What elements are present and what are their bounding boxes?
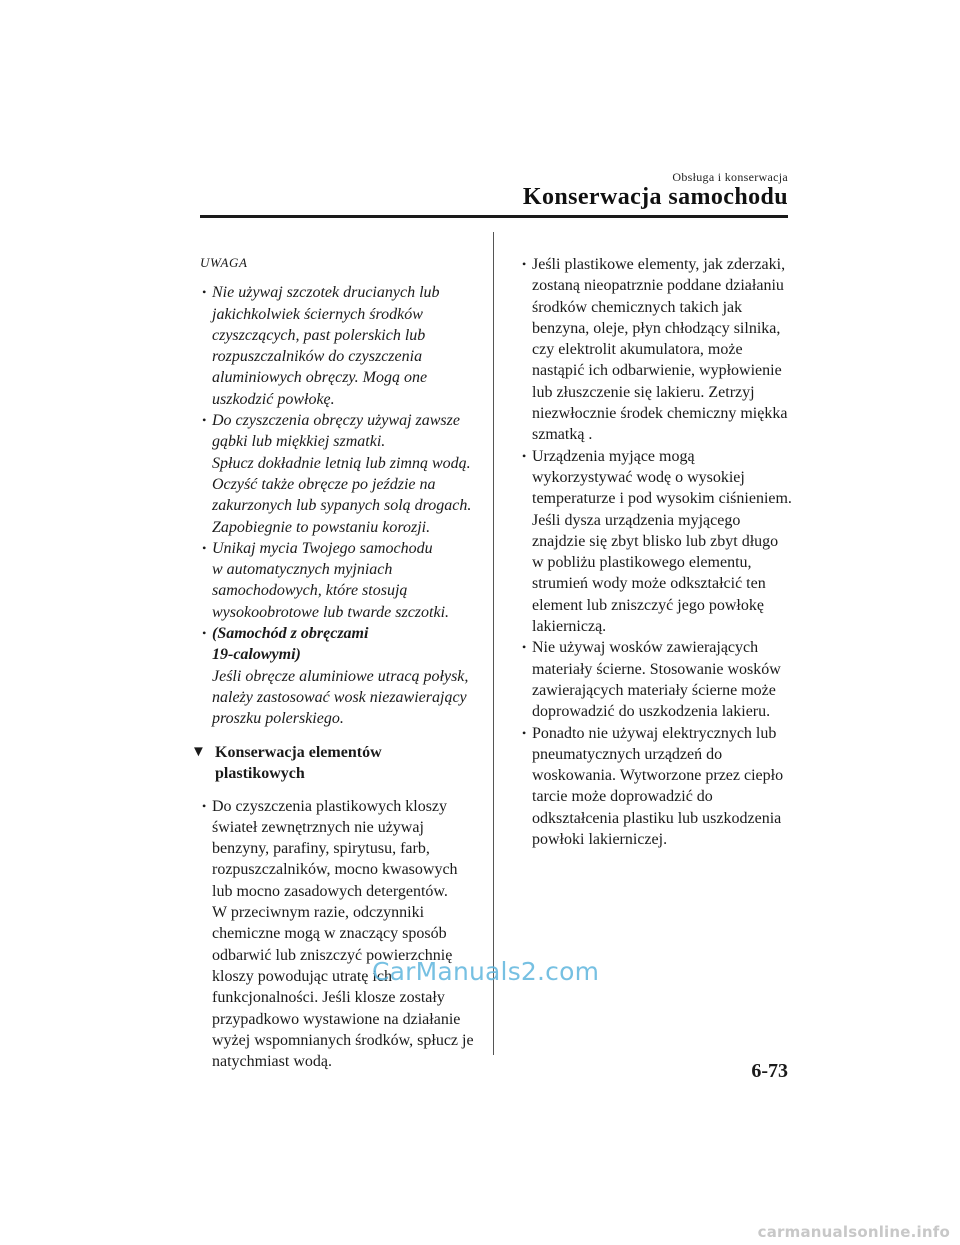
text-line: świateł zewnętrznych nie używaj <box>212 818 424 836</box>
text-line: jakichkolwiek ściernych środków <box>212 305 423 323</box>
column-divider <box>493 232 494 1055</box>
text-line: kloszy powodując utratę ich <box>212 967 392 985</box>
text-line: w automatycznych myjniach <box>212 561 393 579</box>
text-line: doprowadzić do uszkodzenia lakieru. <box>532 703 771 721</box>
text-line: Do czyszczenia obręczy używaj zawsze <box>212 412 460 430</box>
caution-special-heading-1: (Samochód z obręczami <box>212 625 369 643</box>
right-column <box>508 254 798 850</box>
text-line: Zapobiegnie to powstaniu korozji. <box>212 518 431 536</box>
text-line: samochodowych, które stosują <box>212 582 408 600</box>
text-line: Nie używaj wosków zawierających <box>532 639 759 657</box>
text-line: Unikaj mycia Twojego samochodu <box>212 539 433 557</box>
text-line: powłoki lakierniczej. <box>532 831 668 849</box>
caution-special-heading-2: 19-calowymi) <box>212 646 301 664</box>
bullet-dot-icon: • <box>202 626 207 641</box>
watermark-logo: CarManuals2.com <box>372 957 600 986</box>
text-line: tarcie może doprowadzić do <box>532 788 713 806</box>
bullet-dot-icon: • <box>202 413 207 428</box>
bullet-dot-icon: • <box>202 540 207 555</box>
text-line: zostaną nieopatrznie poddane działaniu <box>532 277 784 295</box>
section-heading-line-1: Konserwacja elementów <box>215 743 382 761</box>
text-line: Oczyść także obręcze po jeździe na <box>212 475 436 493</box>
page-number: 6-73 <box>751 1060 788 1082</box>
text-line: rozpuszczalników do czyszczenia <box>212 348 423 366</box>
text-line: proszku polerskiego. <box>212 710 344 728</box>
page-title: Konserwacja samochodu <box>522 184 788 210</box>
text-line: zawierających materiały ścierne może <box>532 681 776 699</box>
text-line: Spłucz dokładnie letnią lub zimną wodą. <box>212 454 471 472</box>
bullet-dot-icon: • <box>522 448 527 463</box>
text-line: strumień wody może odkształcić ten <box>532 575 766 593</box>
footer-watermark: carmanualsonline.info <box>757 1223 950 1241</box>
text-line: nastąpić ich odbarwienie, wypłowienie <box>532 362 782 380</box>
text-line: Do czyszczenia plastikowych kloszy <box>212 797 448 815</box>
text-line: woskowania. Wytworzone przez ciepło <box>532 767 784 785</box>
text-line: należy zastosować wosk niezawierający <box>212 688 467 706</box>
section-heading <box>188 742 478 784</box>
text-line: Nie używaj szczotek drucianych lub <box>212 284 440 302</box>
caution-item <box>188 538 478 623</box>
text-line: lub złuszczenie się lakieru. Zetrzyj <box>532 383 755 401</box>
text-line: wysokoobrotowe lub twarde szczotki. <box>212 603 450 621</box>
caution-item <box>188 410 478 538</box>
text-line: aluminiowych obręczy. Mogą one <box>212 369 428 387</box>
text-line: chemiczne mogą w znaczący sposób <box>212 925 447 943</box>
text-line: przypadkowo wystawione na działanie <box>212 1010 461 1028</box>
text-line: benzyny, parafiny, spirytusu, farb, <box>212 840 430 858</box>
triangle-marker-icon: ▼ <box>191 743 206 760</box>
text-line: odbarwić lub zniszczyć powierzchnię <box>212 946 453 964</box>
text-line: wyżej wspomnianych środków, spłucz je <box>212 1031 474 1049</box>
text-line: gąbki lub miękkiej szmatki. <box>212 433 386 451</box>
text-line: benzyna, oleje, płyn chłodzący silnika, <box>532 319 781 337</box>
text-line: czy elektrolit akumulatora, może <box>532 341 743 359</box>
text-line: W przeciwnym razie, odczynniki <box>212 904 425 922</box>
bullet-dot-icon: • <box>522 725 527 740</box>
bullet-dot-icon: • <box>202 798 207 813</box>
text-line: temperaturze i pod wysokim ciśnieniem. <box>532 490 792 508</box>
text-line: uszkodzić powłokę. <box>212 390 335 408</box>
left-column <box>188 252 478 1072</box>
text-line: funkcjonalności. Jeśli klosze zostały <box>212 989 445 1007</box>
text-line: czyszczących, past polerskich lub <box>212 326 426 344</box>
caution-item-wheels-19 <box>188 623 478 729</box>
text-line: lub mocno zasadowych detergentów. <box>212 882 448 900</box>
text-line: natychmiast wodą. <box>212 1053 332 1071</box>
list-item <box>188 796 478 1073</box>
bullet-dot-icon: • <box>522 257 527 271</box>
text-line: pneumatycznych urządzeń do <box>532 745 723 763</box>
text-line: środków chemicznych takich jak <box>532 298 743 316</box>
text-line: Urządzenia myjące mogą <box>532 447 695 465</box>
list-item <box>508 446 798 638</box>
caution-item <box>188 282 478 410</box>
list-item <box>508 637 798 722</box>
caution-list <box>188 282 478 623</box>
header-rule <box>200 215 788 218</box>
section-label: Obsługa i konserwacja <box>672 170 788 184</box>
text-line: materiały ścierne. Stosowanie wosków <box>532 660 781 678</box>
text-line: element lub zniszczyć jego powłokę <box>532 596 764 614</box>
text-line: w pobliżu plastikowego elementu, <box>532 554 752 572</box>
text-line: szmatką . <box>532 426 593 444</box>
text-line: rozpuszczalników, mocno kwasowych <box>212 861 458 879</box>
text-line: Jeśli plastikowe elementy, jak zderzaki, <box>532 256 786 273</box>
text-line: zakurzonych lub sypanych solą drogach. <box>212 497 472 515</box>
bullet-dot-icon: • <box>202 285 207 300</box>
text-line: Jeśli dysza urządzenia myjącego <box>532 511 741 529</box>
text-line: lakierniczą. <box>532 618 607 636</box>
list-item <box>508 723 798 851</box>
text-line: niezwłocznie środek chemiczny miękka <box>532 405 788 423</box>
text-line: Jeśli obręcze aluminiowe utracą połysk, <box>212 667 469 685</box>
list-item <box>508 254 798 446</box>
bullet-dot-icon: • <box>522 640 527 655</box>
text-line: znajdzie się zbyt blisko lub zbyt długo <box>532 532 779 550</box>
body-item <box>188 796 478 1073</box>
section-heading-line-2: plastikowych <box>215 764 305 782</box>
text-line: Ponadto nie używaj elektrycznych lub <box>532 724 777 742</box>
text-line: wykorzystywać wodę o wysokiej <box>532 468 745 486</box>
text-line: odkształcenia plastiku lub uszkodzenia <box>532 809 782 827</box>
caution-title: UWAGA <box>200 255 248 270</box>
